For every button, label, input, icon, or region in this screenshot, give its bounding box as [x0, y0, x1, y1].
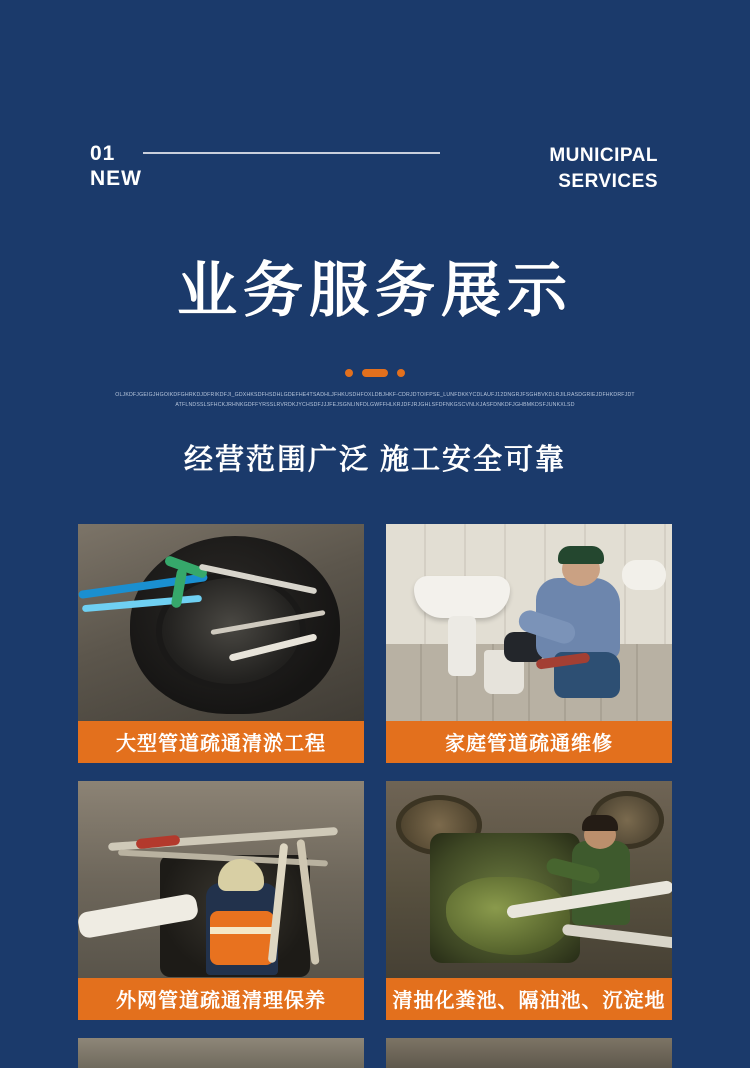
decor-dot-left [345, 369, 353, 377]
photo-background [386, 1038, 672, 1068]
photo-sink-basin [414, 576, 510, 618]
header-category-line1: MUNICIPAL [549, 145, 658, 166]
service-photo-next-right [386, 1038, 672, 1068]
service-card-partial[interactable] [386, 1038, 672, 1068]
photo-vest-reflective-stripe [210, 927, 274, 934]
header-category [549, 143, 658, 194]
photo-sink-pedestal [448, 616, 476, 676]
service-card[interactable] [386, 781, 672, 1020]
service-photo-septic-tank [386, 781, 672, 978]
header-number-block [90, 142, 142, 192]
photo-worker-cap [558, 546, 604, 564]
header-number: 01 [90, 142, 116, 165]
photo-toilet [622, 560, 666, 590]
service-photo-home-repair [386, 524, 672, 721]
decor-dash-center [362, 369, 388, 377]
header-number-label: NEW [90, 166, 142, 190]
service-caption: 外网管道疏通清理保养 [78, 978, 364, 1020]
service-card[interactable] [386, 524, 672, 763]
title-decor-dots [0, 369, 750, 377]
header-divider-line [143, 152, 440, 154]
service-card[interactable] [78, 781, 364, 1020]
photo-safety-vest [210, 911, 274, 965]
service-card[interactable] [78, 524, 364, 763]
photo-background [78, 1038, 364, 1068]
page-header [0, 0, 750, 215]
service-caption: 家庭管道疏通维修 [386, 721, 672, 763]
header-category-line2: SERVICES [558, 170, 658, 192]
title-section [0, 215, 750, 478]
service-photo-next-left [78, 1038, 364, 1068]
service-card-partial[interactable] [78, 1038, 364, 1068]
service-photo-external-network [78, 781, 364, 978]
page-title: 业务服务展示 [177, 257, 573, 324]
service-caption: 清抽化粪池、隔油池、沉淀地 [386, 978, 672, 1020]
decor-microtext: OLJKDFJGEIGJHGOIKDFGHRKDJDFRIKDFJI_GDXHKSDFHSDHLGDEFHE4TSADHLJFHKUSDHFOXLDBJHKF-CDRJDTOIFPSE_LUNFDKKYCDLAUFJ12DNGRJFSGHBVKDLRJILRASDGRIEJDFHKDRFJDTATFLNDSSLSFHCKJRHNKGDFFYRSSLRVRDKJYCHSDFJJJFEJSGNLINFDLGWFFHLKRJDFJRJGHLSFDFNKGSCVNLKJASFDNKDFJGHBMKDSFJUNKXLSD [115, 392, 635, 408]
service-card-grid [78, 524, 672, 1068]
service-caption: 大型管道疏通清淤工程 [78, 721, 364, 763]
decor-dot-right [397, 369, 405, 377]
page-subtitle: 经营范围广泛 施工安全可靠 [183, 443, 567, 476]
photo-worker-body [572, 841, 630, 925]
photo-worker-hair [582, 815, 618, 831]
service-photo-pipe-dredging [78, 524, 364, 721]
